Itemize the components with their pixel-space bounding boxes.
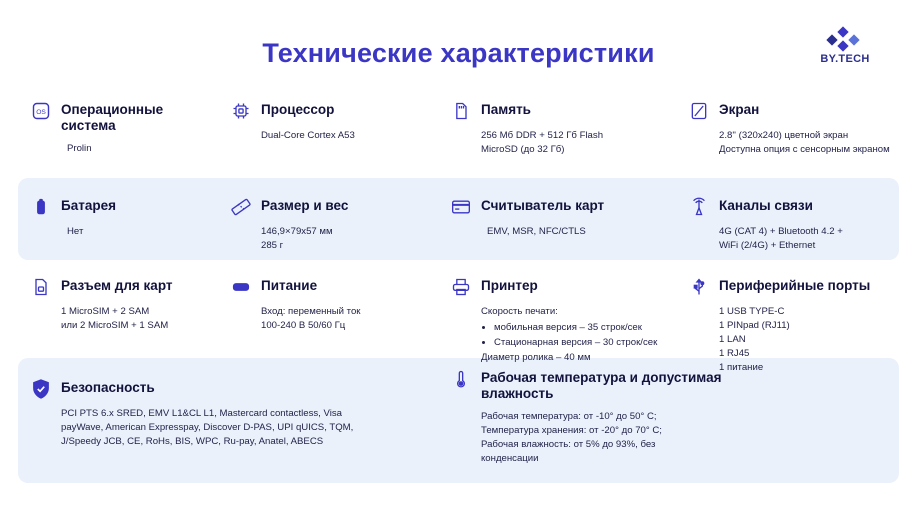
- spec-body: [61, 142, 220, 156]
- spec-title: Безопасность: [61, 380, 155, 395]
- spec-line: J/Speedy JCB, CE, RoHs, BIS, WPC, Ru-pay, Anatel, ABECS: [61, 435, 324, 447]
- spec-size-weight: [230, 196, 430, 253]
- spec-line: 4G (CAT 4) + Bluetooth 4.2 +: [719, 226, 843, 237]
- spec-line: или 2 MicroSIM + 1 SAM: [61, 319, 169, 331]
- spec-line: Диаметр ролика – 40 мм: [481, 351, 591, 363]
- spec-body: [61, 407, 430, 449]
- svg-text:OS: OS: [36, 108, 46, 116]
- spec-card-reader: [450, 196, 665, 239]
- ruler-icon: [230, 196, 252, 218]
- spec-line: EMV, MSR, NFC/CTLS: [487, 226, 586, 237]
- spec-body: [481, 305, 675, 365]
- spec-line: 1 USB TYPE-C: [719, 306, 785, 317]
- spec-body: [61, 305, 225, 333]
- battery-icon: [30, 196, 52, 218]
- spec-title: Процессор: [261, 102, 335, 117]
- spec-title: Батарея: [61, 198, 116, 213]
- spec-line: 100-240 В 50/60 Гц: [261, 319, 346, 331]
- spec-line: WiFi (2/4G) + Ethernet: [719, 239, 816, 251]
- spec-line: Рабочая температура: от -10° до 50° C;: [481, 410, 657, 422]
- spec-body: [481, 129, 665, 157]
- cpu-icon: [230, 100, 252, 122]
- thermometer-icon: [450, 368, 472, 390]
- page-title: Технические характеристики: [262, 38, 655, 68]
- sim-slot-icon: [30, 276, 52, 298]
- spec-title: Каналы связи: [719, 198, 813, 213]
- screen-icon: [688, 100, 710, 122]
- spec-line: 2.8'' (320x240) цветной экран: [719, 130, 849, 141]
- spec-line: Доступна опция с сенсорным экраном: [719, 143, 890, 155]
- spec-os: [30, 100, 220, 156]
- spec-line: конденсации: [481, 452, 539, 464]
- spec-body: [719, 129, 893, 157]
- spec-body: [481, 225, 665, 239]
- spec-line: • Стационарная версия – 30 строк/сек: [494, 336, 675, 350]
- spec-title: Размер и вес: [261, 198, 349, 213]
- spec-printer: [450, 276, 675, 365]
- spec-memory: [450, 100, 665, 157]
- spec-card-slots: [30, 276, 225, 333]
- spec-line: Температура хранения: от -20° до 70° C;: [481, 424, 662, 436]
- spec-title: Считыватель карт: [481, 198, 605, 213]
- memory-card-icon: [450, 100, 472, 122]
- spec-cpu: [230, 100, 430, 143]
- spec-line: 1 LAN: [719, 333, 746, 345]
- spec-title: Разъем для карт: [61, 278, 173, 293]
- spec-title: Принтер: [481, 278, 538, 293]
- spec-line: 1 MicroSIM + 2 SAM: [61, 306, 150, 317]
- spec-line: payWave, American Expresspay, Discover D-PAS, UPI qUICS, TQM,: [61, 421, 354, 433]
- logo: [809, 28, 881, 72]
- spec-ports: [688, 276, 893, 375]
- spec-line: 146,9×79x57 мм: [261, 226, 333, 237]
- spec-body: [719, 305, 893, 375]
- spec-title: Память: [481, 102, 531, 117]
- printer-icon: [450, 276, 472, 298]
- spec-screen: [688, 100, 893, 157]
- spec-line: Скорость печати:: [481, 306, 558, 317]
- spec-title: Питание: [261, 278, 318, 293]
- spec-title: Операционные система: [61, 102, 164, 134]
- spec-security: [30, 378, 430, 449]
- os-icon: [30, 100, 52, 122]
- spec-line: PCI PTS 6.x SRED, EMV L1&CL L1, Mastercard contactless, Visa: [61, 408, 342, 419]
- spec-line: MicroSD (до 32 Гб): [481, 143, 565, 155]
- spec-line: • мобильная версия – 35 строк/сек: [494, 321, 675, 335]
- spec-body: [61, 225, 220, 239]
- spec-line: Рабочая влажность: от 5% до 93%, без: [481, 438, 656, 450]
- spec-line: Нет: [67, 226, 84, 237]
- spec-temperature-humidity: [450, 368, 780, 466]
- spec-power: [230, 276, 430, 333]
- card-reader-icon: [450, 196, 472, 218]
- power-icon: [230, 276, 252, 298]
- spec-line: Dual-Core Cortex A53: [261, 130, 355, 141]
- printer-speed-list: [481, 321, 675, 350]
- spec-body: [261, 129, 430, 143]
- spec-title: Экран: [719, 102, 760, 117]
- logo-mark-icon: [828, 28, 862, 50]
- logo-text: BY.TECH: [820, 53, 870, 65]
- spec-title: Рабочая температура и допустимая влажность: [481, 370, 722, 402]
- antenna-icon: [688, 196, 710, 218]
- spec-body: [719, 225, 893, 253]
- spec-body: [481, 410, 780, 466]
- spec-title: Периферийные порты: [719, 278, 871, 293]
- spec-line: Prolin: [67, 142, 92, 154]
- spec-connectivity: [688, 196, 893, 253]
- spec-body: [261, 305, 430, 333]
- usb-icon: [688, 276, 710, 298]
- spec-battery: [30, 196, 220, 239]
- spec-line: 285 г: [261, 239, 284, 251]
- spec-body: [261, 225, 430, 253]
- spec-line: 1 PINpad (RJ11): [719, 319, 790, 331]
- shield-icon: [30, 378, 52, 400]
- spec-line: 1 RJ45: [719, 347, 750, 359]
- spec-line: Вход: переменный ток: [261, 306, 361, 317]
- spec-line: 1 питание: [719, 361, 764, 373]
- spec-line: 256 Мб DDR + 512 Гб Flash: [481, 130, 604, 141]
